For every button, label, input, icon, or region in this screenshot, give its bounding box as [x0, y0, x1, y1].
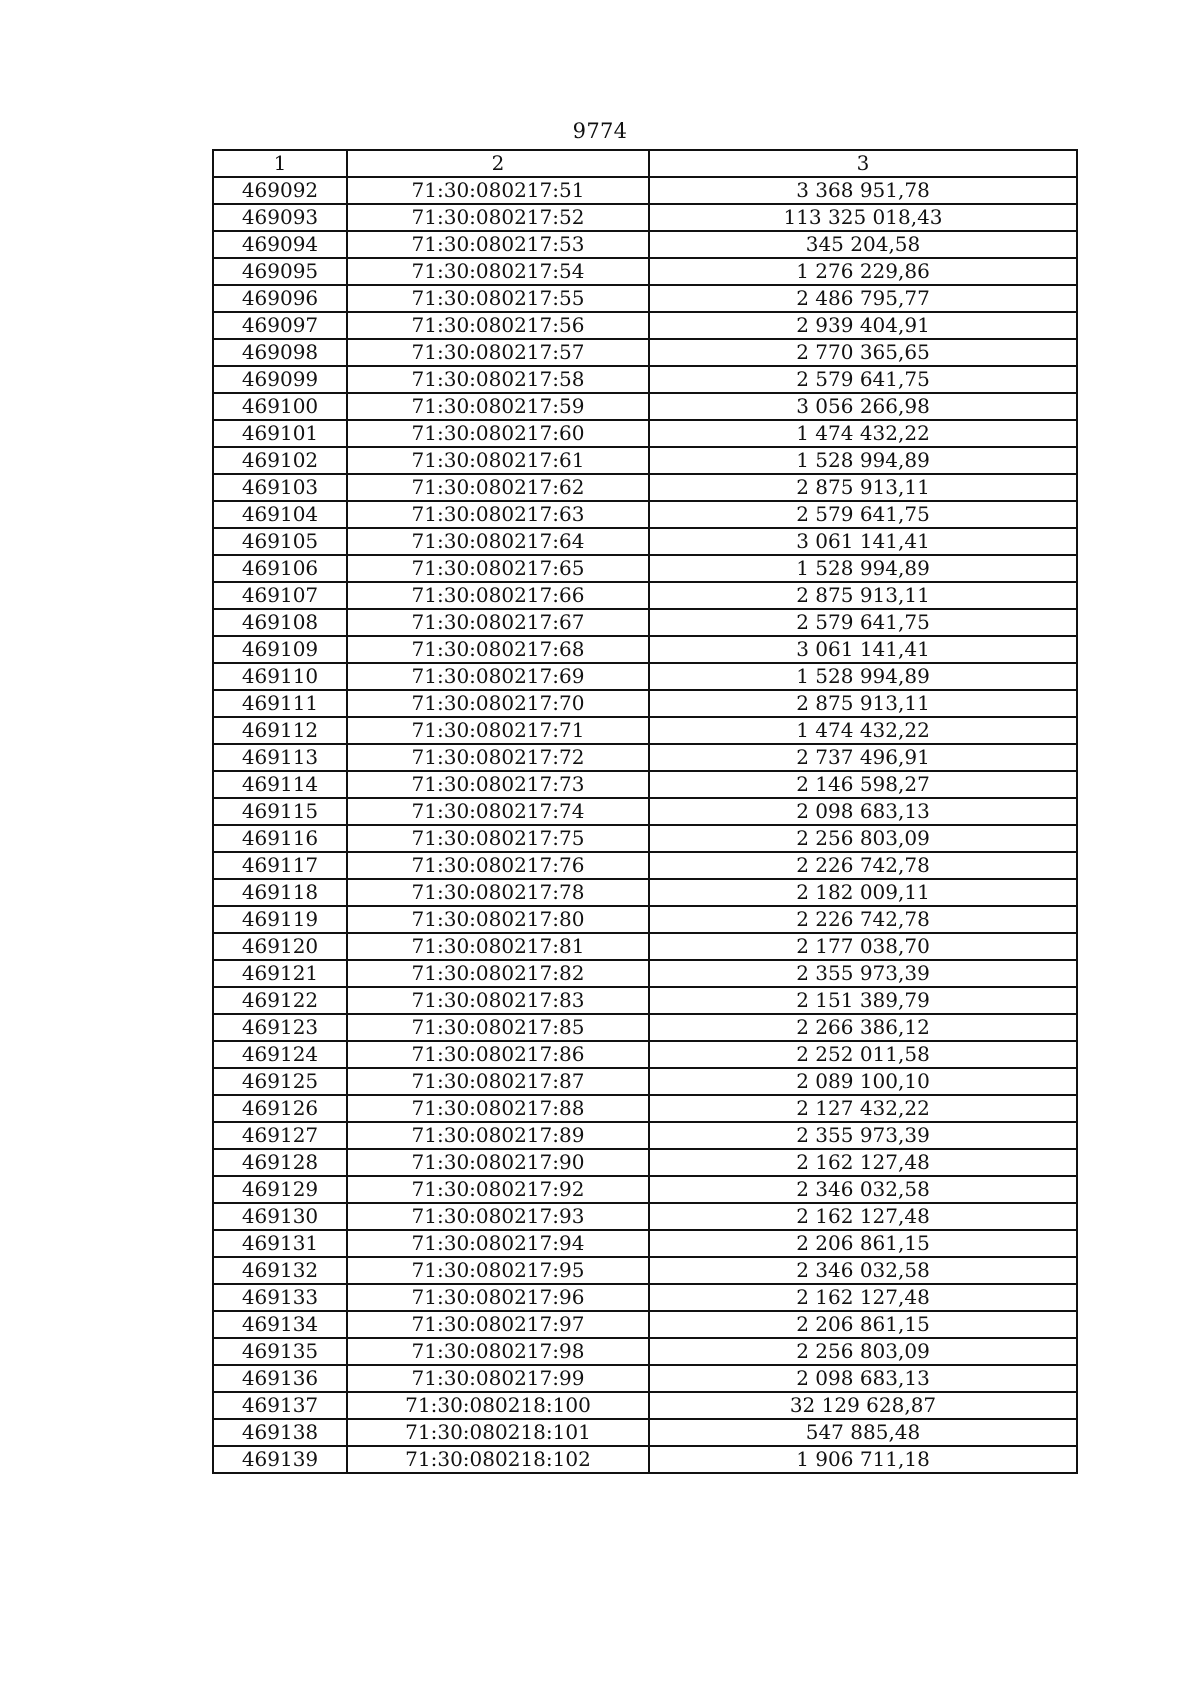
cadastral-value-cell: 2 256 803,09: [649, 1338, 1077, 1365]
cadastral-value-cell: 1 474 432,22: [649, 420, 1077, 447]
cadastral-number-cell: 71:30:080217:58: [347, 366, 649, 393]
cadastral-value-cell: 1 528 994,89: [649, 663, 1077, 690]
row-number-cell: 469113: [213, 744, 347, 771]
row-number-cell: 469108: [213, 609, 347, 636]
cadastral-number-cell: 71:30:080217:83: [347, 987, 649, 1014]
cadastral-value-cell: 2 089 100,10: [649, 1068, 1077, 1095]
cadastral-value-cell: 3 368 951,78: [649, 177, 1077, 204]
header-cell-2: 2: [347, 150, 649, 177]
cadastral-number-cell: 71:30:080217:54: [347, 258, 649, 285]
table-row: [213, 312, 1077, 339]
table-row: [213, 1203, 1077, 1230]
cadastral-value-cell: 2 579 641,75: [649, 501, 1077, 528]
row-number-cell: 469130: [213, 1203, 347, 1230]
cadastral-number-cell: 71:30:080217:78: [347, 879, 649, 906]
cadastral-number-cell: 71:30:080217:61: [347, 447, 649, 474]
cadastral-number-cell: 71:30:080217:55: [347, 285, 649, 312]
cadastral-number-cell: 71:30:080217:73: [347, 771, 649, 798]
cadastral-number-cell: 71:30:080217:60: [347, 420, 649, 447]
table-row: [213, 1230, 1077, 1257]
row-number-cell: 469124: [213, 1041, 347, 1068]
table-row: [213, 1257, 1077, 1284]
cadastral-number-cell: 71:30:080217:56: [347, 312, 649, 339]
table-row: [213, 285, 1077, 312]
row-number-cell: 469137: [213, 1392, 347, 1419]
table-row: [213, 366, 1077, 393]
row-number-cell: 469131: [213, 1230, 347, 1257]
cadastral-value-cell: 2 875 913,11: [649, 474, 1077, 501]
row-number-cell: 469101: [213, 420, 347, 447]
cadastral-value-cell: 2 098 683,13: [649, 798, 1077, 825]
cadastral-number-cell: 71:30:080217:51: [347, 177, 649, 204]
cadastral-number-cell: 71:30:080217:95: [347, 1257, 649, 1284]
cadastral-number-cell: 71:30:080217:62: [347, 474, 649, 501]
table-row: [213, 825, 1077, 852]
row-number-cell: 469107: [213, 582, 347, 609]
cadastral-value-cell: 2 579 641,75: [649, 609, 1077, 636]
row-number-cell: 469112: [213, 717, 347, 744]
table-row: [213, 555, 1077, 582]
row-number-cell: 469093: [213, 204, 347, 231]
row-number-cell: 469129: [213, 1176, 347, 1203]
cadastral-number-cell: 71:30:080217:97: [347, 1311, 649, 1338]
row-number-cell: 469119: [213, 906, 347, 933]
table-row: [213, 258, 1077, 285]
cadastral-number-cell: 71:30:080217:65: [347, 555, 649, 582]
row-number-cell: 469097: [213, 312, 347, 339]
cadastral-number-cell: 71:30:080218:101: [347, 1419, 649, 1446]
row-number-cell: 469110: [213, 663, 347, 690]
table-row: [213, 771, 1077, 798]
table-row: [213, 744, 1077, 771]
cadastral-value-cell: 2 206 861,15: [649, 1230, 1077, 1257]
cadastral-value-cell: 2 266 386,12: [649, 1014, 1077, 1041]
cadastral-value-cell: 32 129 628,87: [649, 1392, 1077, 1419]
cadastral-number-cell: 71:30:080217:59: [347, 393, 649, 420]
cadastral-number-cell: 71:30:080217:76: [347, 852, 649, 879]
row-number-cell: 469136: [213, 1365, 347, 1392]
cadastral-value-cell: 2 355 973,39: [649, 960, 1077, 987]
cadastral-value-cell: 2 486 795,77: [649, 285, 1077, 312]
table-row: [213, 1446, 1077, 1473]
cadastral-number-cell: 71:30:080217:92: [347, 1176, 649, 1203]
cadastral-number-cell: 71:30:080217:74: [347, 798, 649, 825]
table-row: [213, 906, 1077, 933]
row-number-cell: 469120: [213, 933, 347, 960]
cadastral-value-cell: 2 346 032,58: [649, 1257, 1077, 1284]
cadastral-number-cell: 71:30:080218:100: [347, 1392, 649, 1419]
page-number: 9774: [572, 119, 628, 143]
cadastral-number-cell: 71:30:080217:64: [347, 528, 649, 555]
cadastral-value-cell: 3 061 141,41: [649, 528, 1077, 555]
cadastral-value-cell: 2 127 432,22: [649, 1095, 1077, 1122]
row-number-cell: 469126: [213, 1095, 347, 1122]
table-row: [213, 879, 1077, 906]
table-row: [213, 933, 1077, 960]
cadastral-value-cell: 1 528 994,89: [649, 555, 1077, 582]
cadastral-number-cell: 71:30:080217:80: [347, 906, 649, 933]
row-number-cell: 469100: [213, 393, 347, 420]
row-number-cell: 469116: [213, 825, 347, 852]
table-row: [213, 1176, 1077, 1203]
table-row: [213, 690, 1077, 717]
cadastral-number-cell: 71:30:080217:99: [347, 1365, 649, 1392]
row-number-cell: 469106: [213, 555, 347, 582]
table-row: [213, 609, 1077, 636]
table-row: [213, 1122, 1077, 1149]
cadastral-value-cell: 2 098 683,13: [649, 1365, 1077, 1392]
cadastral-value-cell: 2 162 127,48: [649, 1203, 1077, 1230]
row-number-cell: 469123: [213, 1014, 347, 1041]
row-number-cell: 469118: [213, 879, 347, 906]
row-number-cell: 469104: [213, 501, 347, 528]
header-row: [213, 150, 1077, 177]
row-number-cell: 469095: [213, 258, 347, 285]
cadastral-value-cell: 547 885,48: [649, 1419, 1077, 1446]
cadastral-value-cell: 2 579 641,75: [649, 366, 1077, 393]
row-number-cell: 469117: [213, 852, 347, 879]
cadastral-value-cell: 113 325 018,43: [649, 204, 1077, 231]
cadastral-value-cell: 2 875 913,11: [649, 690, 1077, 717]
table-row: [213, 1041, 1077, 1068]
row-number-cell: 469111: [213, 690, 347, 717]
cadastral-value-cell: 2 737 496,91: [649, 744, 1077, 771]
table-row: [213, 528, 1077, 555]
table-row: [213, 393, 1077, 420]
registry-table: [212, 149, 1078, 1474]
table-row: [213, 1419, 1077, 1446]
table-row: [213, 1068, 1077, 1095]
row-number-cell: 469105: [213, 528, 347, 555]
row-number-cell: 469094: [213, 231, 347, 258]
table-row: [213, 1149, 1077, 1176]
cadastral-value-cell: 2 355 973,39: [649, 1122, 1077, 1149]
cadastral-value-cell: 3 061 141,41: [649, 636, 1077, 663]
cadastral-value-cell: 2 346 032,58: [649, 1176, 1077, 1203]
cadastral-value-cell: 2 256 803,09: [649, 825, 1077, 852]
cadastral-number-cell: 71:30:080217:57: [347, 339, 649, 366]
table-row: [213, 1014, 1077, 1041]
cadastral-value-cell: 3 056 266,98: [649, 393, 1077, 420]
row-number-cell: 469132: [213, 1257, 347, 1284]
header-cell-1: 1: [213, 150, 347, 177]
table-row: [213, 1095, 1077, 1122]
cadastral-number-cell: 71:30:080217:63: [347, 501, 649, 528]
table-row: [213, 798, 1077, 825]
table-row: [213, 1365, 1077, 1392]
table-row: [213, 501, 1077, 528]
cadastral-value-cell: 345 204,58: [649, 231, 1077, 258]
table-row: [213, 231, 1077, 258]
table-header: [213, 150, 1077, 177]
row-number-cell: 469138: [213, 1419, 347, 1446]
cadastral-value-cell: 2 252 011,58: [649, 1041, 1077, 1068]
table-row: [213, 852, 1077, 879]
cadastral-number-cell: 71:30:080217:93: [347, 1203, 649, 1230]
cadastral-value-cell: 1 528 994,89: [649, 447, 1077, 474]
row-number-cell: 469122: [213, 987, 347, 1014]
table-row: [213, 960, 1077, 987]
table-row: [213, 663, 1077, 690]
cadastral-number-cell: 71:30:080217:75: [347, 825, 649, 852]
row-number-cell: 469121: [213, 960, 347, 987]
cadastral-number-cell: 71:30:080217:90: [347, 1149, 649, 1176]
row-number-cell: 469092: [213, 177, 347, 204]
row-number-cell: 469135: [213, 1338, 347, 1365]
cadastral-number-cell: 71:30:080217:67: [347, 609, 649, 636]
cadastral-number-cell: 71:30:080217:87: [347, 1068, 649, 1095]
cadastral-number-cell: 71:30:080217:53: [347, 231, 649, 258]
row-number-cell: 469139: [213, 1446, 347, 1473]
cadastral-value-cell: 2 162 127,48: [649, 1284, 1077, 1311]
cadastral-number-cell: 71:30:080217:69: [347, 663, 649, 690]
cadastral-number-cell: 71:30:080217:89: [347, 1122, 649, 1149]
table-body: [213, 177, 1077, 1473]
row-number-cell: 469099: [213, 366, 347, 393]
table-row: [213, 474, 1077, 501]
table-row: [213, 987, 1077, 1014]
cadastral-value-cell: 2 875 913,11: [649, 582, 1077, 609]
table-row: [213, 582, 1077, 609]
table-row: [213, 1392, 1077, 1419]
cadastral-value-cell: 1 906 711,18: [649, 1446, 1077, 1473]
row-number-cell: 469103: [213, 474, 347, 501]
row-number-cell: 469102: [213, 447, 347, 474]
cadastral-number-cell: 71:30:080217:81: [347, 933, 649, 960]
cadastral-number-cell: 71:30:080217:96: [347, 1284, 649, 1311]
row-number-cell: 469114: [213, 771, 347, 798]
cadastral-value-cell: 2 146 598,27: [649, 771, 1077, 798]
table-row: [213, 1311, 1077, 1338]
cadastral-number-cell: 71:30:080217:52: [347, 204, 649, 231]
table-row: [213, 204, 1077, 231]
table-row: [213, 1338, 1077, 1365]
cadastral-value-cell: 2 226 742,78: [649, 852, 1077, 879]
row-number-cell: 469098: [213, 339, 347, 366]
table-row: [213, 1284, 1077, 1311]
table-row: [213, 177, 1077, 204]
cadastral-number-cell: 71:30:080217:68: [347, 636, 649, 663]
cadastral-number-cell: 71:30:080217:82: [347, 960, 649, 987]
cadastral-number-cell: 71:30:080217:86: [347, 1041, 649, 1068]
cadastral-number-cell: 71:30:080218:102: [347, 1446, 649, 1473]
row-number-cell: 469125: [213, 1068, 347, 1095]
cadastral-value-cell: 1 276 229,86: [649, 258, 1077, 285]
cadastral-number-cell: 71:30:080217:70: [347, 690, 649, 717]
cadastral-value-cell: 2 162 127,48: [649, 1149, 1077, 1176]
cadastral-number-cell: 71:30:080217:71: [347, 717, 649, 744]
cadastral-number-cell: 71:30:080217:94: [347, 1230, 649, 1257]
header-cell-3: 3: [649, 150, 1077, 177]
cadastral-number-cell: 71:30:080217:72: [347, 744, 649, 771]
table-row: [213, 717, 1077, 744]
row-number-cell: 469128: [213, 1149, 347, 1176]
table-row: [213, 636, 1077, 663]
row-number-cell: 469096: [213, 285, 347, 312]
row-number-cell: 469109: [213, 636, 347, 663]
cadastral-value-cell: 2 177 038,70: [649, 933, 1077, 960]
cadastral-number-cell: 71:30:080217:98: [347, 1338, 649, 1365]
cadastral-number-cell: 71:30:080217:85: [347, 1014, 649, 1041]
table-row: [213, 447, 1077, 474]
cadastral-value-cell: 2 182 009,11: [649, 879, 1077, 906]
cadastral-value-cell: 2 770 365,65: [649, 339, 1077, 366]
row-number-cell: 469127: [213, 1122, 347, 1149]
table-row: [213, 420, 1077, 447]
row-number-cell: 469134: [213, 1311, 347, 1338]
cadastral-value-cell: 2 226 742,78: [649, 906, 1077, 933]
table-row: [213, 339, 1077, 366]
cadastral-number-cell: 71:30:080217:66: [347, 582, 649, 609]
cadastral-value-cell: 1 474 432,22: [649, 717, 1077, 744]
row-number-cell: 469115: [213, 798, 347, 825]
cadastral-number-cell: 71:30:080217:88: [347, 1095, 649, 1122]
cadastral-value-cell: 2 151 389,79: [649, 987, 1077, 1014]
cadastral-value-cell: 2 939 404,91: [649, 312, 1077, 339]
cadastral-value-cell: 2 206 861,15: [649, 1311, 1077, 1338]
row-number-cell: 469133: [213, 1284, 347, 1311]
